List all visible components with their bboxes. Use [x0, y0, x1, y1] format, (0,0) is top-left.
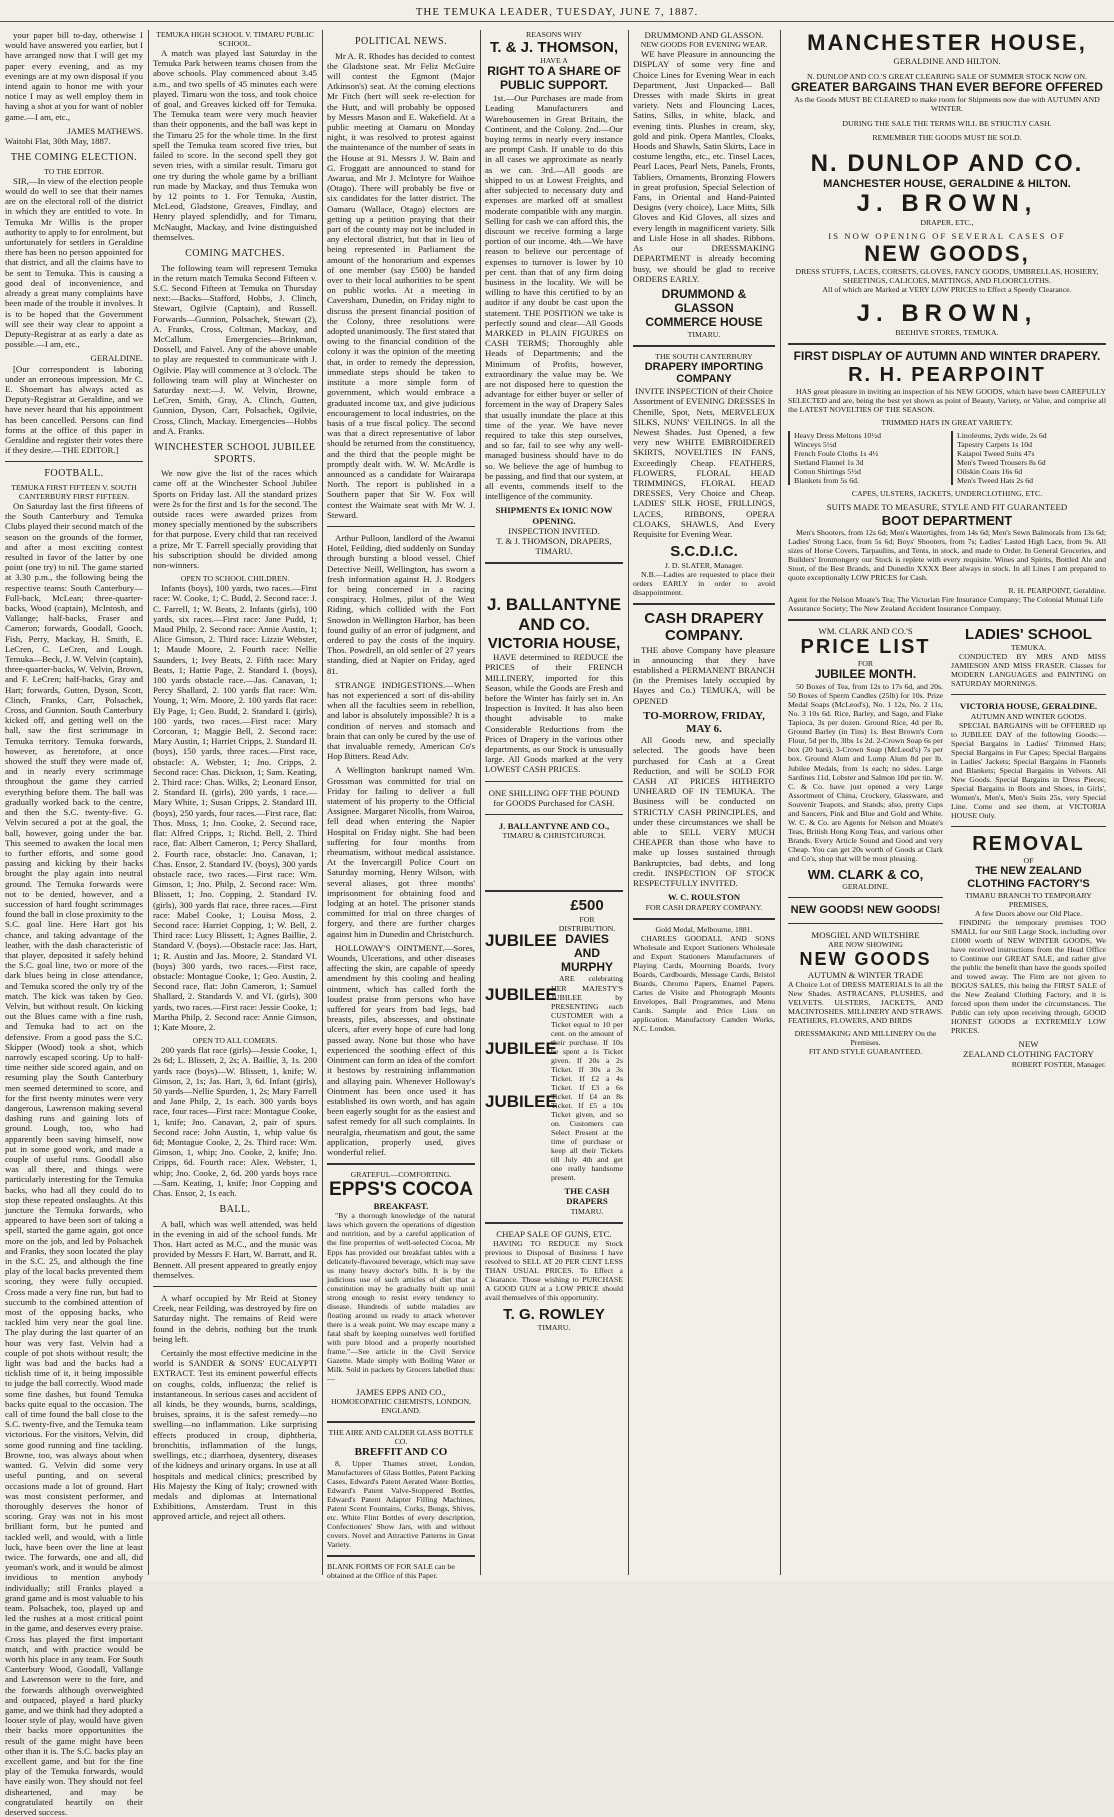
greater-bargains: GREATER BARGAINS THAN EVER BEFORE OFFERED	[791, 79, 1103, 94]
jubilee-word: JUBILEE	[485, 1038, 557, 1058]
ballantyne-text: HAVE determined to REDUCE the PRICES of their FRENCH MILLINERY, imported for this Season, while the Goods are Fresh and before the Winter has fairly set in. An Inspection is Invited. It has also been thought advisable to make Considerable Reductions from the Prices of Drapery in the various other departments, as our Stock is unusually large. All Goods marked at the very LOWEST CASH PRICES.	[485, 652, 623, 775]
linoleum-item: Oilskin Coats 16s 6d	[957, 467, 1023, 477]
dg-town: TIMARU.	[687, 329, 721, 339]
goods-cleared: As the Goods MUST BE CLEARED to make room for Shipments now due with AUTUMN AND WINTER.	[794, 94, 1100, 113]
slater-manager: J. D. SLATER, Manager.	[664, 560, 744, 570]
clark-firm: WM. CLARK & CO,	[807, 866, 924, 882]
editor-note: [Our correspondent is laboring under an erroneous impression. Mr C. E. Shoemart has always acted as Deputy-Registrar at Geraldine, and we have never heard that his appointment has been cancelled. Persons can find forms at the office of this paper in Geraldine and register their votes there if they desire.—THE EDITOR.]	[5, 363, 143, 456]
rowley-town: TIMARU.	[537, 1323, 571, 1333]
inspection: INSPECTION INVITED.	[508, 525, 600, 536]
sports-text: We now give the list of the races which came off at the Winchester School Jubilee Sports on Friday last. All the standard prizes were 2s for the first and 1s for the second. The outside races were awarded prizes from money specially mentioned by the subscribers for that purpose. Every child that ran received a prize, Mr T. Farrell specially providing that his subscription should be divided among non-winners.	[153, 468, 317, 570]
football-heading: FOOTBALL.	[44, 468, 104, 480]
political-text: Mr A. R. Rhodes has decided to contest the Gladstone seat. Mr Feliz McGuire will contest the Egmont (Major Atkinson's) seat. At the coming elections Mr Fitch (bert will seek re-election for the Hutt, and will probably be opposed by Messrs Mason and E. Wakefield. At a public meeting at Oamaru on Monday night, it was resolved to protest against the maintenance of the number of seats in the House at 91. Messrs J. W. Bain and G. Froggatt are announced to stand for Awarua, and Mr J. McIntyre for Waihoe (Otago). There will probably be five or six candidates for the latter district. The Oamaru (Wallace, Otago) electors are getting up a petition praying that their part of the county may not be included in any electoral district, but that in lieu of being represented in Parliament the amount of the honorarium and expenses of one member (say £500) be handed over to their local authorities to be spent on public works. At a meeting in Caversham, Dunedin, on Friday night to discuss the present financial position of the Colony, three resolutions were adopted unanimously. The first stated that owing to the financial condition of the colony it was the opinion of the meeting that, in order to remedy the depression, immediate steps should be taken to institute a more simple form of government, which would embrace a graduated income tax, and give judicious encouragement to local industries, on the basis of a true fiscal policy. The second was that a direct representative of labor should be returned from the constituency, and the third that the people might be promptly dealt with. W. W. McArdle is announced as a candidate for Wairarapa North. The report is published in a Southern paper that Sir W. Fox will contest the Waimate seat with Mr W. J. Steward.	[327, 50, 475, 520]
for-distribution: FOR DISTRIBUTION.	[558, 914, 616, 933]
epps-text: "By a thorough knowledge of the natural laws which govern the operations of digestion and nutrition, and by a careful application of the fine properties of well-selected Cocoa, Mr Epps has provided our breakfast tables with a delicately-flavoured beverage, which may save us many heavy doctor's bills. It is by the judicious use of such articles of diet that a constitution may be gradually built up until strong enough to resist every tendency to disease. Hundreds of subtle maladies are floating around us ready to attack wherever there is a weak point. We may escape many a fatal shaft by keeping ourselves well fortified with pure blood and a properly nourished frame."—See article in the Civil Service Gazette. Made simply with Boiling Water or Milk. Sold in packets by Grocers labelled thus:—	[327, 1211, 475, 1383]
sdic-name: S.C.D.I.C.	[670, 543, 738, 561]
thomson-text: 1st.—Our Purchases are made from Leading Manufacturers and Warehousemen in Great Britain, the Continent, and the Colony. 2nd.—Our buying terms in nearly every instance are prompt Cash. If unable to do this in all cases we approximate as nearly as we can. 3rd.—All goods are shipped to us at Lowest Freights, and after subjected to necessary duty and expenses are marked off at smallest moderate compatible with any margin. Selling for cash we can afford this, the discount we receive forming a large portion of our income. 4th.—We have reason to believe our percentage of expenses to turnover is lower by 10 per cent. than that of any firm doing business in the locality. We will be willing to have this certified to by an auditor if any doubt be cast upon the statement. THE POSITION we take is perfectly sound and clear—All Goods MARKED in PLAIN FIGURES on CASH TERMS; Thoroughly able Heads of Departments; and the Minimum of Profits, however, extraordinary the value may be. We are not disposed here to question the advantage for either buyer or seller of forcement in the way of Drapery Sales that usually inundate the place at this time of the year. We have never required to take this step ourselves, and so far, fail to see why any well-managed business should have to do so. We believe the age of humbug to be passing, and find that our system, at all events, commends itself to the intelligence of the community.	[485, 93, 623, 502]
brown-name-2: J. BROWN,	[856, 300, 1038, 328]
draper: DRAPER, ETC.,	[920, 218, 974, 228]
news-text: Arthur Pulloon, landlord of the Awanui Hotel, Feilding, died suddenly on Sunday through bursting a blood vessel. Chief Detective Neill, Wellington, has sworn a fresh information against H. J. Rodgers for being concerned in a racing conspiracy. Holmes, pilot of the West Riding, which collided with the Fort Snowdon in Wellington Harbor, has been found guilty of an error of judgment, and ordered to pay the costs of the inquiry. Thos. Powdrell, an old settler of 27 years standing, died at Napier on Friday, aged 81.	[327, 532, 475, 676]
fit-style: FIT AND STYLE GUARANTEED.	[808, 1047, 923, 1057]
dunlop-intro: N. DUNLOP AND CO.'S GREAT CLEARING SALE OF SUMMER STOCK NOW ON.	[806, 71, 1088, 81]
brown-list: DRESS STUFFS, LACES, CORSETS, GLOVES, FANCY GOODS, UMBRELLAS, HOSIERY, SHEETINGS, CALICOES, MATTINGS, AND FLOORCLOTHS.	[795, 266, 1099, 285]
mosgiel-wiltshire: MOSGIEL AND WILTSHIRE	[811, 929, 920, 940]
breffit-name: BREFFIT AND CO	[354, 1446, 448, 1459]
davies-murphy: DAVIES AND MURPHY	[560, 931, 613, 974]
woolens-item: Winceys 5½d	[794, 440, 837, 450]
timaru-christchurch: TIMARU & CHRISTCHURCH.	[502, 831, 606, 841]
five-hundred-pounds: £500	[570, 897, 604, 915]
sports-heading: WINCHESTER SCHOOL JUBILEE SPORTS.	[154, 441, 316, 465]
boot-department: BOOT DEPARTMENT	[881, 512, 1013, 528]
column-3	[322, 30, 480, 1581]
masthead: THE TEMUKA LEADER, TUESDAY, JUNE 7, 1887.	[0, 0, 1114, 22]
ladies-text: CONDUCTED BY MRS AND MISS JAMIESON AND MISS FRASER. Classes for MODERN LANGUAGES and PAINTING on SATURDAY MORNINGS.	[951, 652, 1106, 689]
woolens-item: French Foule Cloths 1s 4½	[794, 449, 879, 459]
dressmaking: DRESSMAKING AND MILLINERY On the Premises.	[794, 1029, 937, 1048]
roulston-name: W. C. ROULSTON	[667, 892, 741, 903]
gold-medal: Gold Medal, Melbourne, 1881.	[655, 924, 753, 934]
first-display: FIRST DISPLAY OF AUTUMN AND WINTER DRAPERY.	[793, 348, 1101, 363]
linoleum-item: Men's Tweed Trousers 8s 6d	[957, 458, 1046, 468]
linoleum-item: Linoleums, 2yds wide, 2s 6d	[957, 431, 1047, 441]
jubilee-month: JUBILEE MONTH.	[814, 667, 917, 682]
rowley-name: T. G. ROWLEY	[503, 1306, 605, 1324]
beehive-stores: BEEHIVE STORES, TEMUKA.	[895, 327, 999, 337]
brown-name: J. BROWN,	[856, 190, 1038, 218]
aire-heading: THE AIRE AND CALDER GLASS BOTTLE CO.	[328, 1428, 474, 1447]
victoria-sub: AUTUMN AND WINTER GOODS.	[970, 711, 1087, 721]
geraldine-hilton: GERALDINE AND HILTON.	[893, 55, 1001, 66]
have-a: HAVE A	[540, 56, 568, 66]
for-label: FOR	[857, 659, 874, 669]
ladies-school: LADIES' SCHOOL	[965, 625, 1092, 643]
dunlop-name: N. DUNLOP AND CO.	[810, 149, 1084, 177]
open-school-heading: OPEN TO SCHOOL CHILDREN.	[180, 574, 290, 584]
davies-ad	[551, 897, 623, 1215]
autumn-winter-trade: AUTUMN & WINTER TRADE	[807, 969, 924, 980]
clark-ad	[788, 626, 943, 1069]
pearpoint-agent: Agent for the Nelson Moate's Tea; The Victorian Fire Insurance Company; The Colonial Mutual Life Assurance Society; The New Zealand Accident Insurance Company.	[788, 594, 1104, 613]
new-label: NEW	[1018, 1039, 1039, 1050]
right-to-share: RIGHT TO A SHARE OF PUBLIC SUPPORT.	[487, 64, 621, 93]
column-5	[628, 30, 780, 1575]
removal-text: FINDING the temporary premises TOO SMALL for our Still Large Stock, including over £1000 worth of NEW WINTER GOODS, We have received instructions from the Head Office to Continue our GREAT SALE, and rather give the public the benefit than have the goods spoiled and towed away. The Firm are not given to BOGUS SALES, this being the FIRST SALE of the New Zealand Clothing Factory, and it is forced upon them under the circumstances. The Public can rely upon receiving through, GOOD HONEST GOODS at EXTREMELY LOW PRICES.	[951, 917, 1106, 1036]
right-ads	[951, 626, 1106, 1069]
rowley-text: HAVING TO REDUCE my Stock previous to Disposal of Business I have resolved to SELL AT 20 PER CENT LESS THAN USUAL PRICES. To Effect a Clearance. Those wishing to PURCHASE A GOOD GUN at a LOW PRICE should avail themselves of this opportunity.	[485, 1238, 623, 1303]
sdic-note: N.B.—Ladies are requested to place their orders EARLY in order to avoid disappointment.	[633, 569, 775, 597]
school-match-heading: TEMUKA HIGH SCHOOL V. TIMARU PUBLIC SCHOOL.	[156, 30, 314, 49]
clark-town: GERALDINE.	[842, 881, 889, 891]
reasons-why: REASONS WHY	[526, 30, 582, 39]
price-list: PRICE LIST	[800, 636, 931, 659]
match-heading: TEMUKA FIRST FIFTEEN V. SOUTH CANTERBURY FIRST FIFTEEN.	[11, 482, 137, 501]
brown-new-goods: NEW GOODS,	[864, 241, 1030, 267]
open-all-heading: OPEN TO ALL COMERS.	[192, 1036, 278, 1046]
sc-text: Assortment of EVENING DRESSES In Chenille, Spot, Nets, MERVELEUX SILKS, NUNS' VEILINGS. In all the Newest Shades. Just Opened, a few very new WHITE EMBROIDERED SKIRTS, NOVELTIES IN FANS, Exceedingly Cheap. FEATHERS, FLOWERS, FLORAL HEAD TRIMMINGS, FLORAL HEAD DRESSES, Very Choice and Cheap. LADIES' SILK HOSE, FRILLINGS, LACES, RIBBONS, OPERA CLOAKS, SHAWLS, And Every Requisite for Evening Wear.	[633, 396, 775, 540]
boot-text: Men's Shooters, from 12s 6d; Men's Watertights, from 14s 6d; Men's Sewn Balmorals from 13s 6d; Ladies' Strong Lace, from 5s 6d; Boys' Shooters, from 7s; Ladies' Lasted High Lace, from 9s. All sizes of Horse Covers, Tarpaulins, and Tents, in stock, and made to Order. In General Groceries, and Builders' Ironmongery our Stock is replete with every requisite. Wines and Spirits, Bottled Ale and Stout, of the Best Brands, and Dunedin XXXX Beer always in stock. In all Lines I am prepared to quote exceptionally LOW PRICES for Cash.	[788, 527, 1106, 582]
dress-materials: A Choice Lot of DRESS MATERIALS In all the New Shades. ASTRACANS, PLUSHES, and VELVETS. ULSTERS, JACKETS, AND MACINTOSHES. MILLINERY AND STRAWS. FEATHERS, FLOWERS, AND BIRDS	[788, 980, 943, 1026]
cheap-sale-heading: CHEAP SALE OF GUNS, ETC.	[496, 1228, 612, 1239]
ladies-temuka: TEMUKA.	[1010, 643, 1047, 653]
dunlop-sub: MANCHESTER HOUSE, GERALDINE & HILTON.	[823, 177, 1071, 190]
sports-results: Infants (boys), 100 yards, two races.—First race: W. Cooke, 1; C. Budd, 2. Second race: J. C. Farrell, 1; W. Beats, 2. Infants (girls), 100 yards, six races.—First race: Jane Pudd, 1; Maud Philp, 2. Second race: Annie Austin, 1; Alice Gimson, 2. Third race: Lizzie Webster, 1; Maude Moore, 2. Fourth race: Nellie Saunders, 1; Ivey Beats, 2. Fifth race: Mary Beats, 1; Hattie Page, 2. Standard I. (boys), 100 yards obstacle race.—Jas. Canavan, 1; Percy Shallard, 2. 100 yards flat race: Wm. Young, 1; Wm. Moore, 2. 100 yards flat race: Ely Page, 1; Geo. Budd, 2. Standard I. (girls), 100 yards, two races.—First race: Mary Corcoran, 1; Maggie Bell, 2. Second race: Mary Austin, 1; Harriet Cripps, 2. Standard II. (boys), 150 yards, three races.—First race, obstacle: A. Webster, 1; Jno. Cripps, 2. Second race: Chas. Dickson, 1; Sam. Keating, 2. Third race: Chas. Wilks, 2; Leonard Ensor, 2. Standard II. (girls), 200 yards, 1 race.—Mary White, 1; Susan Cripps, 2. Standard III. (boys), 250 yards, four races.—First race, flat: Thos. Moss, 1; Jno. Cooke, 2. Second race, flat: Alfred Cripps, 1; Richd. Bell, 2. Third race, flat: Albert Cameron, 1; Percy Shallard, 2. Fourth race, obstacle: Jno. Canavan, 1; Chas. Ensor, 2. Standard IV. (boys), 300 yards obstacle race, two races.—First race: Wm. Gimson, 1; Jno. Philp, 2. Second race: Wm. Blissett, 1; Jno. Copping, 2. Standard IV. (girls), 300 yards flat race, three races.—First race: Mabel Cooke, 1; Louisa Moss, 2. Second race: Harriet Copping, 1; W. Bell, 2. Third race: Lucy Blissett, 1; Agnes Baillie, 2. Standard V. (boys).—Obstacle race: Jas. Hart, 1; R. Austin and Jas. Moore, 2. Standard VI. (boys) 300 yards, two races.—First race, obstacle: Montague Cooke, 1; Geo. Austin, 2. Second race, flat: John Cameron, 1; Samuel Shallard, 2. Standards V. and VI. (girls), 300 yards, two races.—First race: Jessie Cooke, 1; Martha Philp, 2. Second race: Annie Gimson, 1; Kate Moore, 2.	[153, 583, 317, 1032]
epps-firm-sub: HOMOEOPATHIC CHEMISTS, LONDON, ENGLAND.	[330, 1397, 472, 1416]
jubilee-word: JUBILEE	[485, 1092, 557, 1112]
letter-signature: JAMES MATHEWS.	[67, 125, 143, 136]
woolens-item: Blankets from 5s 6d.	[794, 476, 859, 486]
pearpoint-text: HAS great pleasure in inviting an inspection of his NEW GOODS, which have been CAREFULLY SELECTED and are, being the best yet shown as point of Beauty, Variety, or Value, and comprise all the LATEST NOVELTIES OF THE SEASON.	[788, 386, 1106, 415]
now-showing: ARE NOW SHOWING	[828, 939, 903, 949]
epps-tagline: GRATEFUL—COMFORTING.	[350, 1170, 452, 1180]
indigestion-text: STRANGE INDIGESTIONS.—When has not experienced a sort of dis-ability when all the faculties seem in rebellion, and labor is absolutely impossible? It is a condition of nerves and stomach and brain that can only be cured by the use of that invaluable remedy, American Co's Hop Bitters. Read Adv.	[327, 679, 475, 762]
foster-manager: ROBERT FOSTER, Manager.	[1011, 1059, 1106, 1069]
dg-heading: DRUMMOND AND GLASSON.	[644, 30, 764, 40]
jubilee-word: JUBILEE	[485, 985, 557, 1005]
cash-drapers: THE CASH DRAPERS	[564, 1186, 610, 1207]
dg-firm: DRUMMOND & GLASSON	[661, 286, 747, 315]
news-text-2: A Wellington bankrupt named Wm. Grossman was committed for trial on Friday for failing to deliver a full statement of his property to the Official Assignee. Margaret Nicolls, from Wairoa, fell dead when entering the Napier Hospital on Friday night. She had been suffering for four months from rheumatism, without medical assistance. At the Invercargill Police Court on Saturday morning, Henry Wilson, with several aliases, got three months' imprisonment for obtaining food and lodging at an hotel. The prisoner stands committed for trial on three charges of forgery, and there are further charges against him in Dunedin and Christchurch.	[327, 765, 475, 939]
coming-matches-heading: COMING MATCHES.	[185, 247, 285, 259]
ball-heading: BALL.	[219, 1204, 251, 1216]
cash-drapery-text: THE above Company have pleasure in announcing that they have established a PERMANENT BRANCH (in the Premises lately occupied by Hayes and Co.) TEMUKA, will be OPENED	[633, 644, 775, 706]
holloway-text: HOLLOWAY'S OINTMENT.—Sores, Wounds, Ulcerations, and other diseases affecting the skin, are capable of speedy amendment by this cooling and healing ointment, which has called forth the loudest praise from persons who have suffered for years from bad legs, bad breasts, piles, abscesses, and obstinate ulcers, after every hope of cure had long passed away. None but those who have experienced the soothing effect of this Ointment can form an idea of the comfort it bestows by restraining inflammation and allaying pain. Whenever Holloway's Ointment has been once used it has established its own worth, and has again been eagerly sought for as the easiest and safest remedy for all such complaints. In neuralgia, rheumatism and gout, the same application, properly used, gives wonderful relief.	[327, 942, 475, 1157]
jubilee-word: JUBILEE	[485, 931, 557, 951]
jubilee-column	[485, 897, 557, 1215]
column-6	[780, 30, 1114, 1575]
davies-town: TIMARU.	[570, 1206, 604, 1216]
manchester-house: MANCHESTER HOUSE,	[807, 30, 1087, 55]
woolens-item: Heavy Dress Meltons 10½d	[794, 431, 882, 441]
goodall-text: CHARLES GOODALL AND SONS Wholesale and Export Stationers Wholesale and Export Stationers Manufacturers of Playing Cards, Mourning Boards, Ivory Boards, Cardboards, Message Cards, Bristol Boards, Chromo Papers, Enamel Papers. Cartes de Visite and Photograph Mounts Envelopes, Ball Programmes, and Menu Cards. Sample and Price Lists on application. Manufactory Camden Works, N.C. London.	[633, 933, 775, 1033]
political-heading: POLITICAL NEWS.	[354, 36, 448, 47]
breffit-text: 8, Upper Thames street, London, Manufacturers of Glass Bottles, Patent Packing Cases, Edward's Patent Aerated Water Bottles, Edward's Patent Valve-Stoppered Bottles, Edward's Patent Adapter Filling Machines, Patent Scent Fountains, Corks, Bungs, Shives, etc. White Flint Bottles of every description, Confectioners' Show Jars, with and without covers. Novel and Attractive Patterns in Great Variety.	[327, 1459, 475, 1550]
brown-intro: IS NOW OPENING OF SEVERAL CASES OF	[828, 231, 1066, 242]
coming-matches-text: The following team will represent Temuka in the return match Temuka Second Fifteen v. S.C. Second Fifteen at Temuka on Thursday next:—Backs—Stafford, Hobbs, J. Clinch, Stewart, Ogilvie (Captain), and Russell. Forwards—Gunnion, Polsachek, Stewart (2), A. Franks, Cross, Coltman, Mackay, and McCallum. Emergencies—Brinkman, Dossell, and Faivel. Any of the above unable to play are requested to communicate with J. Ogilvie. Play will commence at 3 o'clock. The following team will play at Winchester on Saturday next:—J. W. Velvin, Browne, LeCren, Smith, Gray, A. Clinch, Gutten, Gunnion, Dyson, Carr, Polsachek, Ogilvie, Cross, Clinch, Mackay. Emergencies—Hobbs and A. Franks.	[153, 262, 317, 436]
woolens-item: Stetland Flannel 1s 3d	[794, 458, 864, 468]
dg-text: WE have Pleasure in announcing the DISPLAY of some very fine and Choice Lines for Evening Wear in each Department, Just Unpacked— Ball Dresses with made Skirts in great variety. Nets and Flouncing Laces, Satins, Silks, in white, black, and evening tints. Plushes in cream, sky, gold and pink. Opera Mantles, Cloaks, Hoods and Shawls, Satin Skirts, Lace in costume lengths, etc., etc. Tinsel Laces, Pearl Laces, Pearl Nets, Panels, Fronts, Tabliers, Ornaments, Bronzing Flowers in great profusion, Special Selection of Fans, in Oriental and Hand-Painted Designs (very choice), Lace Mitts, Silk Gloves and Kid Gloves, all sizes and every length in magnificent variety. Silk and Lisle Hose in all shades. Ribbons. As our DRESSMAKING DEPARTMENT is already becoming busy, we should be glad to receive ORDERS EARLY.	[633, 49, 775, 284]
suits-made: SUITS MADE TO MEASURE, STYLE AND FIT GUARANTEED	[826, 502, 1068, 513]
thomson-firm: T. & J. THOMSON,	[489, 39, 619, 57]
victoria-house-geraldine: VICTORIA HOUSE, GERALDINE.	[959, 701, 1098, 712]
nz-clothing: THE NEW ZEALAND CLOTHING FACTORY'S	[967, 865, 1090, 890]
trimmed-hats: TRIMMED HATS IN GREAT VARIETY.	[881, 418, 1013, 428]
linoleum-list	[951, 431, 1106, 485]
blank-forms: BLANK FORMS OF FOR SALE can be obtained at the Office of this Paper.	[327, 1555, 475, 1580]
dg-new-goods: NEW GOODS FOR EVENING WEAR.	[640, 40, 768, 50]
pearpoint-name: R. H. PEARPOINT	[848, 363, 1046, 386]
linoleum-item: Tapestry Carpets 1s 10d	[957, 440, 1033, 450]
roulston-sub: FOR CASH DRAPERY COMPANY.	[645, 902, 763, 912]
epps-firm: JAMES EPPS AND CO.,	[356, 1386, 446, 1397]
woolens-item: Cotton Shirtings 5½d	[794, 467, 861, 477]
removal: REMOVAL	[972, 833, 1085, 856]
sc-invite: INVITE INSPECTION of their Choice	[635, 386, 773, 397]
price-lists	[788, 431, 1106, 485]
davies-text: ARE celebrating HER MAJESTY'S JUBILEE by PRESENTING each CUSTOMER with a Ticket equal to 10 per cent. on the amount of their purchase. If 10s be spent a 1s Ticket given. If 20s a 2s Ticket. If 30s a 3s Ticket. If £2 a 4s Ticket. If £3 a 6s Ticket. If £4 an 8s Ticket. If £5 a 10s Ticket given, and so on. Customers can Select Present at the time of purchase or keep all their Tickets till July 4th and get one really handsome present.	[551, 974, 623, 1183]
eucalypti-text: Certainly the most effective medicine in the world is SANDER & SONS' EUCALYPTI EXTRACT. Test its eminent powerful effects on coughs, colds, influenza; the relief is instantaneous. In serious cases and accident of all kinds, be they wounds, burns, scaldings, bruises, sprains, it is the safest remedy—no swelling—no inflammation. Like surprising effects produced in croup, diphtheria, bronchitis, inflammation of the lungs, swellings, etc.; diarrhoea, dysentery, diseases of the kidneys and urinary organs. In use at all hospitals and medical clinics; prescribed by His Majesty the King of Italy; crowned with medals and diplomas at International Exhibitions, Amsterdam. Trust in this approved article, and reject all others.	[153, 1348, 317, 1522]
temporary-premises: TIMARU BRANCH TO TEMPORARY PREMISES,	[965, 890, 1092, 909]
new-goods-heading: NEW GOODS	[799, 948, 932, 969]
victoria-house: VICTORIA HOUSE,	[487, 634, 621, 652]
election-heading: THE COMING ELECTION.	[10, 152, 138, 164]
election-to-editor: TO THE EDITOR.	[44, 166, 104, 176]
open-comers-results: 200 yards flat race (girls)—Jessie Cooke, 1, 2s 6d; L. Blissett, 2, 2s; A. Baillie, 3, 1s. 200 yards race (boys)—W. Blissett, 1, knife; W. Gimson, 2, 1s; Jas. Hart, 3, 6d. Infant (girls), 50 yards—Nellie Spurden, 1, 2s; Mary Farrell and Jane Philp, 2, 1s each. 300 yards boys race, four races—First race: Montague Cooke, 1, knife; Jno. Canavan, 2, pair of spurs. Second race: John Austin, 1, whip value 6s 6d; Montague Cooke, 2, 2s. Third race: Wm. Gimson, 1, whip; Jno. Cooke, 2, knife; Jno. Cripps, 6d. Fourth race: Alex. Webster, 1, whip; Jno. Cooke, 2, 6d. 200 yards boys race—Sam. Keating, 1, knife; Jnor Copping and Chas. Ensor, 2, 1s each.	[153, 1045, 317, 1199]
shipments: SHIPMENTS Ex IONIC NOW OPENING.	[495, 505, 613, 526]
sc-heading: THE SOUTH CANTERBURY	[655, 351, 753, 361]
nz-factory: ZEALAND CLOTHING FACTORY	[963, 1049, 1094, 1060]
ballantyne-name-2: J. BALLANTYNE AND CO.,	[498, 821, 610, 832]
strictly-cash: DURING THE SALE THE TERMS WILL BE STRICTLY CASH.	[842, 118, 1052, 128]
clark-text: 50 Boxes of Tea, from 12s to 17s 6d, and 20s. 50 Boxes of Sperm Candles (25lb) for 10s. Prize Medal Soaps (McLeod's), No. 1 12s, No. 2 11s, No. 3 10s 6d. Rice, Barley, and Sago, and Flake Tapioca, 3s per dozen. Ground Rice, 4d per lb, Ground Barley (in Tins) 1s. Best Brown's Corn Flour, 5d per lb, 3lbs 1s 2d. 2-Crown Soap 6s per box (20 bars), 3-Crown Soap (McLeod's) 7s per box. Ground Alum and Lump Alum 8d per lb. Jubilee Medals, from 1s each; no sides. Large Sardines 11d, Lobster and Salmon 10d per tin. W. C. & Co. have just opened a very Large Assortment of China, Crockery, Glassware, and Souvenir Teapots, and Stands; also, pretty Cups and Saucers, Pink and Blue and Gold and White. W. C. & Co. are Agents for Nelson and Moate's Teas, British Hong Kong Teas, and various other Brands. Every Article Sound and Good and very Cheap. You can get 20s worth of Goods at Clark and Co's, shop that will be most pleasing.	[788, 682, 943, 863]
sc-company: DRAPERY IMPORTING COMPANY	[644, 360, 764, 386]
cash-drapery-name: CASH DRAPERY COMPANY.	[644, 609, 764, 645]
election-signature: GERALDINE.	[90, 353, 143, 364]
of-label: OF	[1023, 856, 1034, 866]
one-shilling-off: ONE SHILLING OFF THE POUND for GOODS Purchased for CASH.	[488, 787, 620, 808]
pearpoint-signature: R. H. PEARPOINT, Geraldine.	[1008, 585, 1106, 595]
letter-text: your paper bill to-day, otherwise I would have answered you earlier, but I have arranged now that I will get my paper every evening, and as my evenings are at my own disposal if you intend again to honor me with your notice I may as well employ them in having a shot at you for want of nobler game.—I am, etc.,	[5, 30, 143, 122]
cash-drapery-date: TO-MORROW, FRIDAY, MAY 6.	[643, 709, 765, 735]
column-2	[148, 30, 322, 1575]
school-match-text: A match was played last Saturday in the Temuka Park between teams chosen from the above schools. Play commenced about 3.45 a.m., and two spells of 45 minutes each were played. Timaru won the toss, and took choice of goal, and Greaves kicked off for Temuka. The Temuka team were very much heavier than their opponents, and the ball was kept in the Timaru 25 for the whole time. In the first spell the Temuka team scored five tries, but failed to score. In the second spell they got seven tries, with a similar result. Timaru got one try during the whole game by a brilliant run made by Mackay, and thus Temuka won by 12 points to 1. For Temuka, Austin, McLeod, Gladstone, Greaves, Findlay, and Henry played splendidly, and for Timaru, McNaught, Mackay, and Ivine distinguished themselves.	[153, 48, 317, 242]
few-doors: A few Doors above our Old Place.	[974, 908, 1083, 918]
woolens-list	[788, 431, 943, 485]
cash-drapery-text-2: All Goods new, and specially selected. The goods have been purchased for Cash at a Great Reduction, and will be SOLD FOR CASH AT PRICES HITHERTO UNHEARD OF IN TEMUKA. The Business will be conducted on STRICTLY CASH PRINCIPLES, and under these circumstances we shall be able to SELL VERY MUCH CHEAPER than those who have to make up losses sustained through Bankruptcies, bad debts, and long credit. INSPECTION OF STOCK RESPECTFULLY INVITED.	[633, 735, 775, 889]
letter-date: Waitohi Flat, 30th May, 1887.	[5, 136, 111, 147]
column-1	[0, 30, 148, 1817]
ballantyne-name: J. BALLANTYNE AND CO.	[486, 595, 622, 635]
linoleum-item: Kaiapoi Tweed Suits 47s	[957, 449, 1035, 459]
thomson-drapers: T. & J. THOMSON, DRAPERS, TIMARU.	[496, 536, 612, 557]
remember: REMEMBER THE GOODS MUST BE SOLD.	[872, 132, 1022, 142]
column-4	[480, 30, 628, 1575]
epps-subtitle: BREAKFAST.	[373, 1201, 429, 1212]
clark-heading: WM. CLARK AND CO.'S	[818, 625, 913, 636]
linoleum-item: Men's Tweed Hats 2s 6d	[957, 476, 1034, 486]
new-goods-new-goods: NEW GOODS! NEW GOODS!	[790, 903, 941, 916]
epps-title: EPPS'S COCOA	[329, 1179, 473, 1201]
ball-text: A ball, which was well attended, was held in the evening in aid of the school funds. Mr Thos. Hart acted as M.C., and the music was provided by Messrs F. Hart, W. Barratt, and R. Bennett. All present appeared to greatly enjoy themselves.	[153, 1218, 317, 1280]
wharf-text: A wharf occupied by Mr Reid at Stoney Creek, near Feilding, was destroyed by fire on Saturday night. The remains of Reid were found in the debris, nothing but the trunk being left.	[153, 1293, 317, 1344]
commerce-house: COMMERCE HOUSE	[645, 314, 763, 329]
election-text: SIR,—In view of the election people would do well to see that their names are on the electoral roll of the district in which they are entitled to vote. In Temuka Mr Willis is the proper authority to apply to for enrolment, but unfortunately for settlers in Geraldine there has been no person appointed for that district, and all the claims have to be sent to Temuka. This is causing a good deal of inconvenience, and already a great many complaints have been made of the trouble it involves. It is to be hoped that the Government will see their way clear to appoint a Deputy-Registrar at as early a date as possible.—I am, etc.,	[5, 175, 143, 350]
capes-ulsters: CAPES, ULSTERS, JACKETS, UNDERCLOTHING, ETC.	[851, 489, 1043, 499]
match-report: On Saturday last the first fifteens of the South Canterbury and Temuka Clubs played their second match of the season on the grounds of the former, and after a most exciting contest resulted in favor of the latter by one point (one try) to nil. The game started at 3.30 p.m., the following being the respective teams: South Canterbury—Full-back, McLean; three-quarter-backs, Wood (captain), McIntosh, and Vallange; half-backs, Fraser and Cameron; forwards, Goodall, Gooch, Fish, Perry, Mackay, H. Smith, E. LeCren, C. LeCren, and Lough. Temuka—Beck, J. W. Velvin (captain), three-quarter-backs, W. Velvin, Brown, and F. LeCren; half-backs, Gray and Hart; forwards, Gutten, Dyson, Scott, Clinch, Franks, Carr, Polsachek, Cross, and Gunnion. South Canterbury kicked off, and getting well on the ball, saw the first scrimmage in Temuka territory. Temuka forwards, however, as heretofore, at once showed the stuff they were made of, and in nearly every scrimmage throughout the game they carried everything before them. The ball was gradually worked back to the centre, and then the S.C. twenty-five. G. Velvin secured a pot at the goal, the ball, however, going under the bar. This seemed to awaken the local men to further efforts, and some good passing and kicking by their backs brought the play again into neutral ground. The Temuka forwards were not to be denied, however, and a succession of hard fought scrimmages found the ball in close proximity to the S.C. goal line. Here Hart got his chance, and taking advantage of the leather, with the dash characteristic of that player, deposited it safely behind the S.C. goal line, two or more of the dark blues being in close attendance, and Temuka scored the only try of the match. The kick was taken by Geo. Velvin, but without result. On kicking out the Blues came with a fine rush, and Temuka had to act on the defensive. From a good pass the S.C. Skipper (Wood) took a shot, which narrowly escaped scoring. Up to half-time neither side scored again, and on resuming play the South Canterbury men seemed determined to score, and for the first twenty minutes were very dangerous, Lawrenson making several dashing runs and gaining lots of ground. Lough, too, who had apparently been saving himself, now put in some good work, and made a couple of useful runs. Goodall also was all there, and things were particularly interesting for the Temuka backs, who had all they could do to stop these repeated onslaughts. At this juncture the Temuka forwards, who appeared to have been sort of taking a spell, started the game again, got once more on the job, and led by Polsachek and Franks, they soon located the play in the S.C. 25, and although the fine play of the local backs prevented them scoring, they were fully occupied. Cross made a very fine run, but had to succumb to the combined attention of most of the opposing backs, who tackled him very near the goal line. The play during the last quarter of an hour was very fast. Velvin had a couple of pot shots without result; the light was bad and the backs had a ticklish time of it, it being impossible to judge the ball correctly. Wood made some fine dashes, but found Temuka backs quite equal to the occasion. The call of time found the ball close to the S.C. twenty-five, and the Temuka team victorious. For the visitors, Velvin, did some good running and fine tackling. Browne, too, was always about when wanted. G. Velvin did some very useful punting, and on several occasions made a lot of ground. Hart was most consistent performer, and thoroughly deserves the honor of scoring. Gray was not in his most brilliant form, but he punted and tackled well, and would, with a little luck, have been over the line at least twice. The forwards, one and all, did yeoman's work, and it would be almost invidious to mention anybody individually; still Franks played a grand game and is most valuable to his team. Polsachek, too, played up and led the rushes at a most critical point in the game, and deserves every praise. Cross has played the first important match, and with practice would be worth his place in any team. For South Canterbury Wood, Goodall, Vallange and Lawrenson were to the fore, and the forwards although overweighted and outpaced, played a hard plucky game, and we think had they adopted a looser style of play, would have given their backs more opportunities the result of the game might have been other than it is. The S.C. backs play an excellent game, and but for the fine play of the Temuka forwards, would have easily won. They should not feel disheartened, and may be congratulated heartily on their deserved success.	[5, 501, 143, 1817]
victoria-text: SPECIAL BARGAINS will be OFFERED up to JUBILEE DAY of the following Goods:—Special Bargains in Ladies' Trimmed Hats; Special Bargains in Fur Capes; Special Bargains in Ladies' Jackets; Special Bargains in Flannels and Blankets; Special Bargains in Velvets. All New Goods. Special Bargains in Dress Pieces; Special Bargains in Boots and Shoes, in Girls', Women's, Men's, Men's Suits 25s, very Special Line. Come and see them, at VICTORIA HOUSE Only.	[951, 720, 1106, 820]
brown-prices: All of which are Marked at VERY LOW PRICES to Effect a Speedy Clearance.	[822, 285, 1072, 294]
